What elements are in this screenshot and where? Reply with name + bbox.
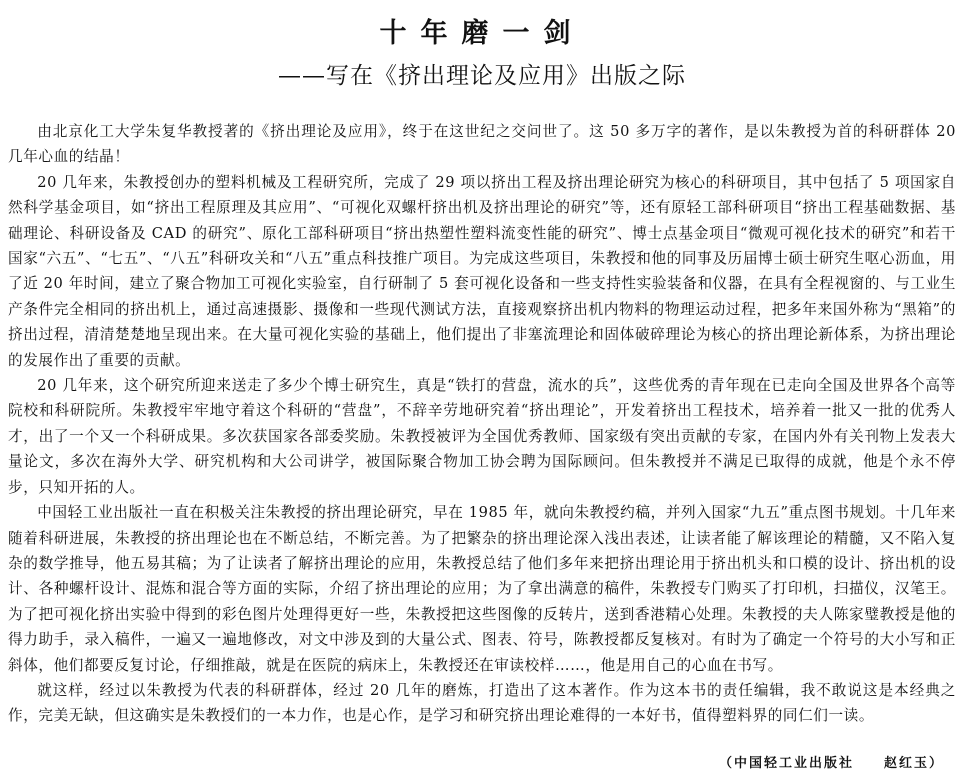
article-title: 十年磨一剑 xyxy=(379,18,585,49)
paragraph-3: 20 几年来，这个研究所迎来送走了多少个博士研究生，真是“铁打的营盘，流水的兵”，这些优秀的青年现在已走向全国及世界各个高等院校和科研院所。朱教授牢牢地守着这个科研的“营盘”，不辞辛劳地研究着“挤出理论”，开发着挤出工程技术，培养着一批又一批的优秀人才，出了一个又一个科研成果。多次获国家各部委奖励。朱教授被评为全国优秀教师、国家级有突出贡献的专家，在国内外有关刊物上发表大量论文，多次在海外大学、研究机构和大公司讲学，被国际聚合物加工协会聘为国际顾问。但朱教授并不满足已取得的成就，他是个永不停步，只知开拓的人。 xyxy=(8,377,956,496)
paragraph-2: 20 几年来，朱教授创办的塑料机械及工程研究所，完成了 29 项以挤出工程及挤出理论研究为核心的科研项目，其中包括了 5 项国家自然科学基金项目，如“挤出工程原理及其应用”、“可视化双螺杆挤出机及挤出理论的研究”等，还有原轻工部科研项目“挤出工程基础数据、基础理论、科研设备及 CAD 的研究”、原化工部科研项目“挤出热塑性塑料流变性能的研究”、博士点基金项目“微观可视化技术的研究”和若干国家“六五”、“七五”、“八五”科研攻关和“八五”重点科技推广项目。为完成这些项目，朱教授和他的同事及历届博士硕士研究生呕心沥血，用了近 20 年时间，建立了聚合物加工可视化实验室，自行研制了 5 套可视化设备和一些支持性实验装备和仪器，在具有全程视窗的、与工业生产条件完全相同的挤出机上，通过高速摄影、摄像和一些现代测试方法，直接观察挤出机内物料的物理运动过程，把多年来国外称为“黑箱”的挤出过程，清清楚楚地呈现出来。在大量可视化实验的基础上，他们提出了非塞流理论和固体破碎理论为核心的挤出理论新体系，为挤出理论的发展作出了重要的贡献。 xyxy=(8,173,956,369)
article-signature: （中国轻工业出版社 赵红玉） xyxy=(718,756,944,771)
article-subtitle: ——写在《挤出理论及应用》出版之际 xyxy=(278,63,686,89)
article-body xyxy=(8,119,956,729)
paragraph-4: 中国轻工业出版社一直在积极关注朱教授的挤出理论研究，早在 1985 年，就向朱教授约稿，并列入国家“九五”重点图书规划。十几年来随着科研进展，朱教授的挤出理论也在不断总结，不断完善。为了把繁杂的挤出理论深入浅出表述，让读者能了解该理论的精髓，又不陷入复杂的数学推导，他五易其稿；为了让读者了解挤出理论的应用，朱教授总结了他们多年来把挤出理论用于挤出机头和口模的设计、挤出机的设计、各种螺杆设计、混炼和混合等方面的实际，介绍了挤出理论的应用；为了拿出满意的稿件，朱教授专门购买了打印机，扫描仪，汉笔王。为了把可视化挤出实验中得到的彩色图片处理得更好一些，朱教授把这些图像的反转片，送到香港精心处理。朱教授的夫人陈家璧教授是他的得力助手，录入稿件，一遍又一遍地修改，对文中涉及到的大量公式、图表、符号，陈教授都反复核对。有时为了确定一个符号的大小写和正斜体，他们都要反复讨论，仔细推敲，就是在医院的病床上，朱教授还在审读校样……，他是用自己的心血在书写。 xyxy=(8,504,956,674)
paragraph-1: 由北京化工大学朱复华教授著的《挤出理论及应用》，终于在这世纪之交问世了。这 50 多万字的著作，是以朱教授为首的科研群体 20 几年心血的结晶！ xyxy=(8,123,956,166)
paragraph-5: 就这样，经过以朱教授为代表的科研群体，经过 20 几年的磨炼，打造出了这本著作。作为这本书的责任编辑，我不敢说这是本经典之作，完美无缺，但这确实是朱教授们的一本力作，也是心作，是学习和研究挤出理论难得的一本好书，值得塑料界的同仁们一读。 xyxy=(8,681,956,725)
